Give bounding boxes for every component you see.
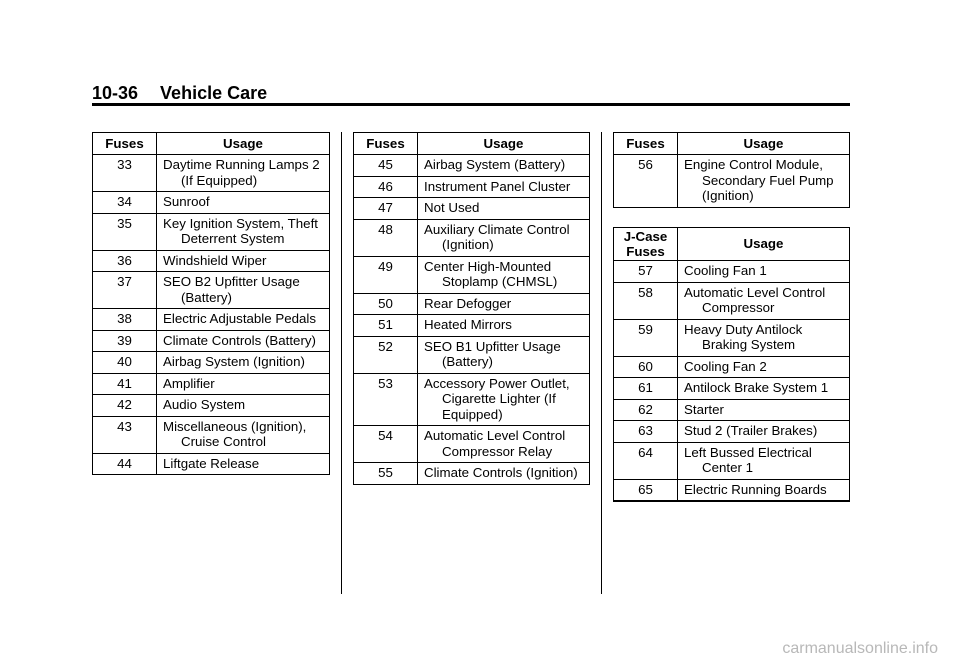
table-row: [93, 213, 330, 250]
fuse-usage: [418, 336, 590, 373]
fuse-usage: [678, 421, 850, 443]
table-row: [93, 250, 330, 272]
fuse-usage-text: Auxiliary Climate Control (Ignition): [424, 221, 570, 252]
usage-column-header: Usage: [418, 133, 590, 155]
fuse-number: 59: [614, 319, 678, 356]
fuse-number: 47: [354, 198, 418, 220]
watermark: carmanualsonline.info: [782, 640, 938, 657]
table-row: [614, 399, 850, 421]
table-row: [354, 256, 590, 293]
fuse-usage-text: Audio System: [163, 397, 246, 412]
fuse-usage: [678, 356, 850, 378]
fuses-column-header: Fuses: [614, 133, 678, 155]
jcase-fuse-table: [613, 227, 850, 502]
fuse-usage-text: SEO B1 Upfitter Usage (Battery): [424, 338, 561, 369]
fuse-usage: [157, 373, 330, 395]
fuse-number: 38: [93, 309, 157, 331]
table-row: [614, 261, 850, 283]
table-row: [614, 155, 850, 208]
fuse-number: 39: [93, 330, 157, 352]
table-row: [354, 219, 590, 256]
fuse-usage: [418, 426, 590, 463]
fuse-usage: [157, 250, 330, 272]
fuse-usage-text: Key Ignition System, Theft Deterrent System: [163, 215, 318, 246]
fuse-number: 48: [354, 219, 418, 256]
fuse-usage-text: Climate Controls (Battery): [163, 332, 316, 348]
fuse-usage: [157, 192, 330, 214]
fuse-usage-text: Instrument Panel Cluster: [424, 178, 571, 194]
fuse-usage: [418, 293, 590, 315]
fuse-usage: [418, 155, 590, 177]
fuse-number: 53: [354, 373, 418, 426]
table-row: [93, 272, 330, 309]
fuse-usage: [157, 155, 330, 192]
table-row: [614, 282, 850, 319]
usage-column-header: Usage: [678, 133, 850, 155]
fuse-number: 52: [354, 336, 418, 373]
table-row: [93, 330, 330, 352]
table-row: [93, 373, 330, 395]
fuse-usage: [157, 453, 330, 475]
fuses-column-header: Fuses: [93, 133, 157, 155]
page-number: 10-36: [92, 83, 139, 103]
table-row: [93, 453, 330, 475]
fuse-number: 65: [614, 479, 678, 501]
fuse-usage-text: Automatic Level Control Compressor Relay: [424, 428, 566, 459]
fuse-usage-text: Liftgate Release: [163, 455, 260, 471]
fuse-usage: [678, 282, 850, 319]
fuse-number: 51: [354, 315, 418, 337]
fuse-usage-text: Stud 2 (Trailer Brakes): [684, 423, 818, 438]
fuse-usage-text: Climate Controls (Ignition): [424, 465, 578, 480]
table-row: [614, 319, 850, 356]
jcase-header-line1: J-Case: [623, 229, 668, 244]
fuse-number: 55: [354, 463, 418, 485]
fuse-table-2: [353, 132, 590, 485]
table-row: [93, 155, 330, 192]
fuse-number: 49: [354, 256, 418, 293]
fuse-usage: [418, 198, 590, 220]
table-row: [354, 336, 590, 373]
fuse-usage: [157, 395, 330, 417]
fuse-usage-text: Heated Mirrors: [424, 317, 512, 332]
jcase-fuses-column-header: [614, 228, 678, 261]
fuse-usage-text: Rear Defogger: [424, 295, 512, 311]
fuse-usage-text: Amplifier: [163, 375, 215, 391]
fuse-number: 57: [614, 261, 678, 283]
table-row: [93, 395, 330, 417]
fuse-usage-text: SEO B2 Upfitter Usage (Battery): [163, 274, 300, 305]
fuse-number: 58: [614, 282, 678, 319]
fuse-number: 56: [614, 155, 678, 208]
fuse-usage-text: Electric Running Boards: [684, 481, 827, 497]
page-header: [92, 83, 267, 104]
fuse-usage-text: Heavy Duty Antilock Braking System: [684, 321, 803, 352]
fuse-number: 62: [614, 399, 678, 421]
fuse-usage-text: Windshield Wiper: [163, 252, 267, 268]
fuse-number: 42: [93, 395, 157, 417]
table-row: [354, 463, 590, 485]
table-row: [354, 426, 590, 463]
column-divider: [341, 132, 342, 594]
fuse-usage: [157, 352, 330, 374]
table-row: [354, 315, 590, 337]
fuse-table-1: [92, 132, 330, 475]
jcase-header-line2: Fuses: [626, 244, 665, 259]
fuse-usage-text: Engine Control Module, Secondary Fuel Pump (Ignition): [684, 157, 834, 203]
fuse-usage-text: Airbag System (Ignition): [163, 354, 305, 369]
fuse-usage: [418, 315, 590, 337]
fuse-number: 41: [93, 373, 157, 395]
fuse-number: 40: [93, 352, 157, 374]
fuse-usage-text: Left Bussed Electrical Center 1: [684, 444, 812, 475]
usage-column-header: Usage: [157, 133, 330, 155]
fuse-usage-text: Electric Adjustable Pedals: [163, 311, 316, 326]
table-row: [93, 309, 330, 331]
table-row: [614, 442, 850, 479]
fuse-usage: [678, 155, 850, 208]
fuse-usage-text: Starter: [684, 401, 724, 417]
fuse-usage-text: Sunroof: [163, 194, 210, 209]
fuse-number: 61: [614, 378, 678, 400]
fuse-usage: [678, 399, 850, 421]
fuse-usage: [157, 213, 330, 250]
fuse-usage-text: Not Used: [424, 200, 480, 215]
fuse-number: 54: [354, 426, 418, 463]
fuse-number: 45: [354, 155, 418, 177]
fuse-number: 37: [93, 272, 157, 309]
fuse-usage-text: Miscellaneous (Ignition), Cruise Control: [163, 418, 307, 449]
fuse-usage: [157, 416, 330, 453]
fuse-usage-text: Automatic Level Control Compressor: [684, 284, 826, 315]
fuse-usage: [418, 176, 590, 198]
table-row: [614, 378, 850, 400]
fuse-usage-text: Cooling Fan 1: [684, 263, 767, 278]
column-divider: [601, 132, 602, 594]
fuse-number: 35: [93, 213, 157, 250]
table-row: [354, 198, 590, 220]
table-row: [614, 479, 850, 501]
header-rule: [92, 103, 850, 106]
fuses-column-header: Fuses: [354, 133, 418, 155]
fuse-usage: [678, 261, 850, 283]
fuse-usage-text: Daytime Running Lamps 2 (If Equipped): [163, 157, 320, 188]
fuse-usage: [678, 378, 850, 400]
table-row: [354, 155, 590, 177]
fuse-usage: [678, 442, 850, 479]
fuse-usage-text: Antilock Brake System 1: [684, 380, 829, 395]
fuse-number: 33: [93, 155, 157, 192]
table-row: [93, 352, 330, 374]
table-row: [614, 356, 850, 378]
fuse-usage: [157, 330, 330, 352]
fuse-usage-text: Center High-Mounted Stoplamp (CHMSL): [424, 258, 558, 289]
table-row: [93, 192, 330, 214]
fuse-usage-text: Airbag System (Battery): [424, 157, 566, 172]
fuse-usage-text: Accessory Power Outlet, Cigarette Lighter (If Equipped): [424, 375, 570, 422]
fuse-usage: [418, 256, 590, 293]
fuse-usage: [157, 272, 330, 309]
fuse-usage-text: Cooling Fan 2: [684, 358, 767, 374]
table-row: [354, 293, 590, 315]
table-row: [354, 373, 590, 426]
fuse-number: 43: [93, 416, 157, 453]
fuse-number: 46: [354, 176, 418, 198]
fuse-usage: [678, 479, 850, 501]
fuse-table-3: [613, 132, 850, 208]
fuse-usage: [157, 309, 330, 331]
fuse-usage: [418, 219, 590, 256]
fuse-number: 50: [354, 293, 418, 315]
fuse-usage: [418, 373, 590, 426]
fuse-usage: [678, 319, 850, 356]
fuse-number: 44: [93, 453, 157, 475]
table-row: [354, 176, 590, 198]
section-title: Vehicle Care: [160, 83, 268, 103]
table-row: [614, 421, 850, 443]
usage-column-header: Usage: [678, 228, 850, 261]
fuse-number: 60: [614, 356, 678, 378]
fuse-number: 34: [93, 192, 157, 214]
fuse-number: 63: [614, 421, 678, 443]
fuse-usage: [418, 463, 590, 485]
fuse-number: 36: [93, 250, 157, 272]
fuse-number: 64: [614, 442, 678, 479]
table-row: [93, 416, 330, 453]
